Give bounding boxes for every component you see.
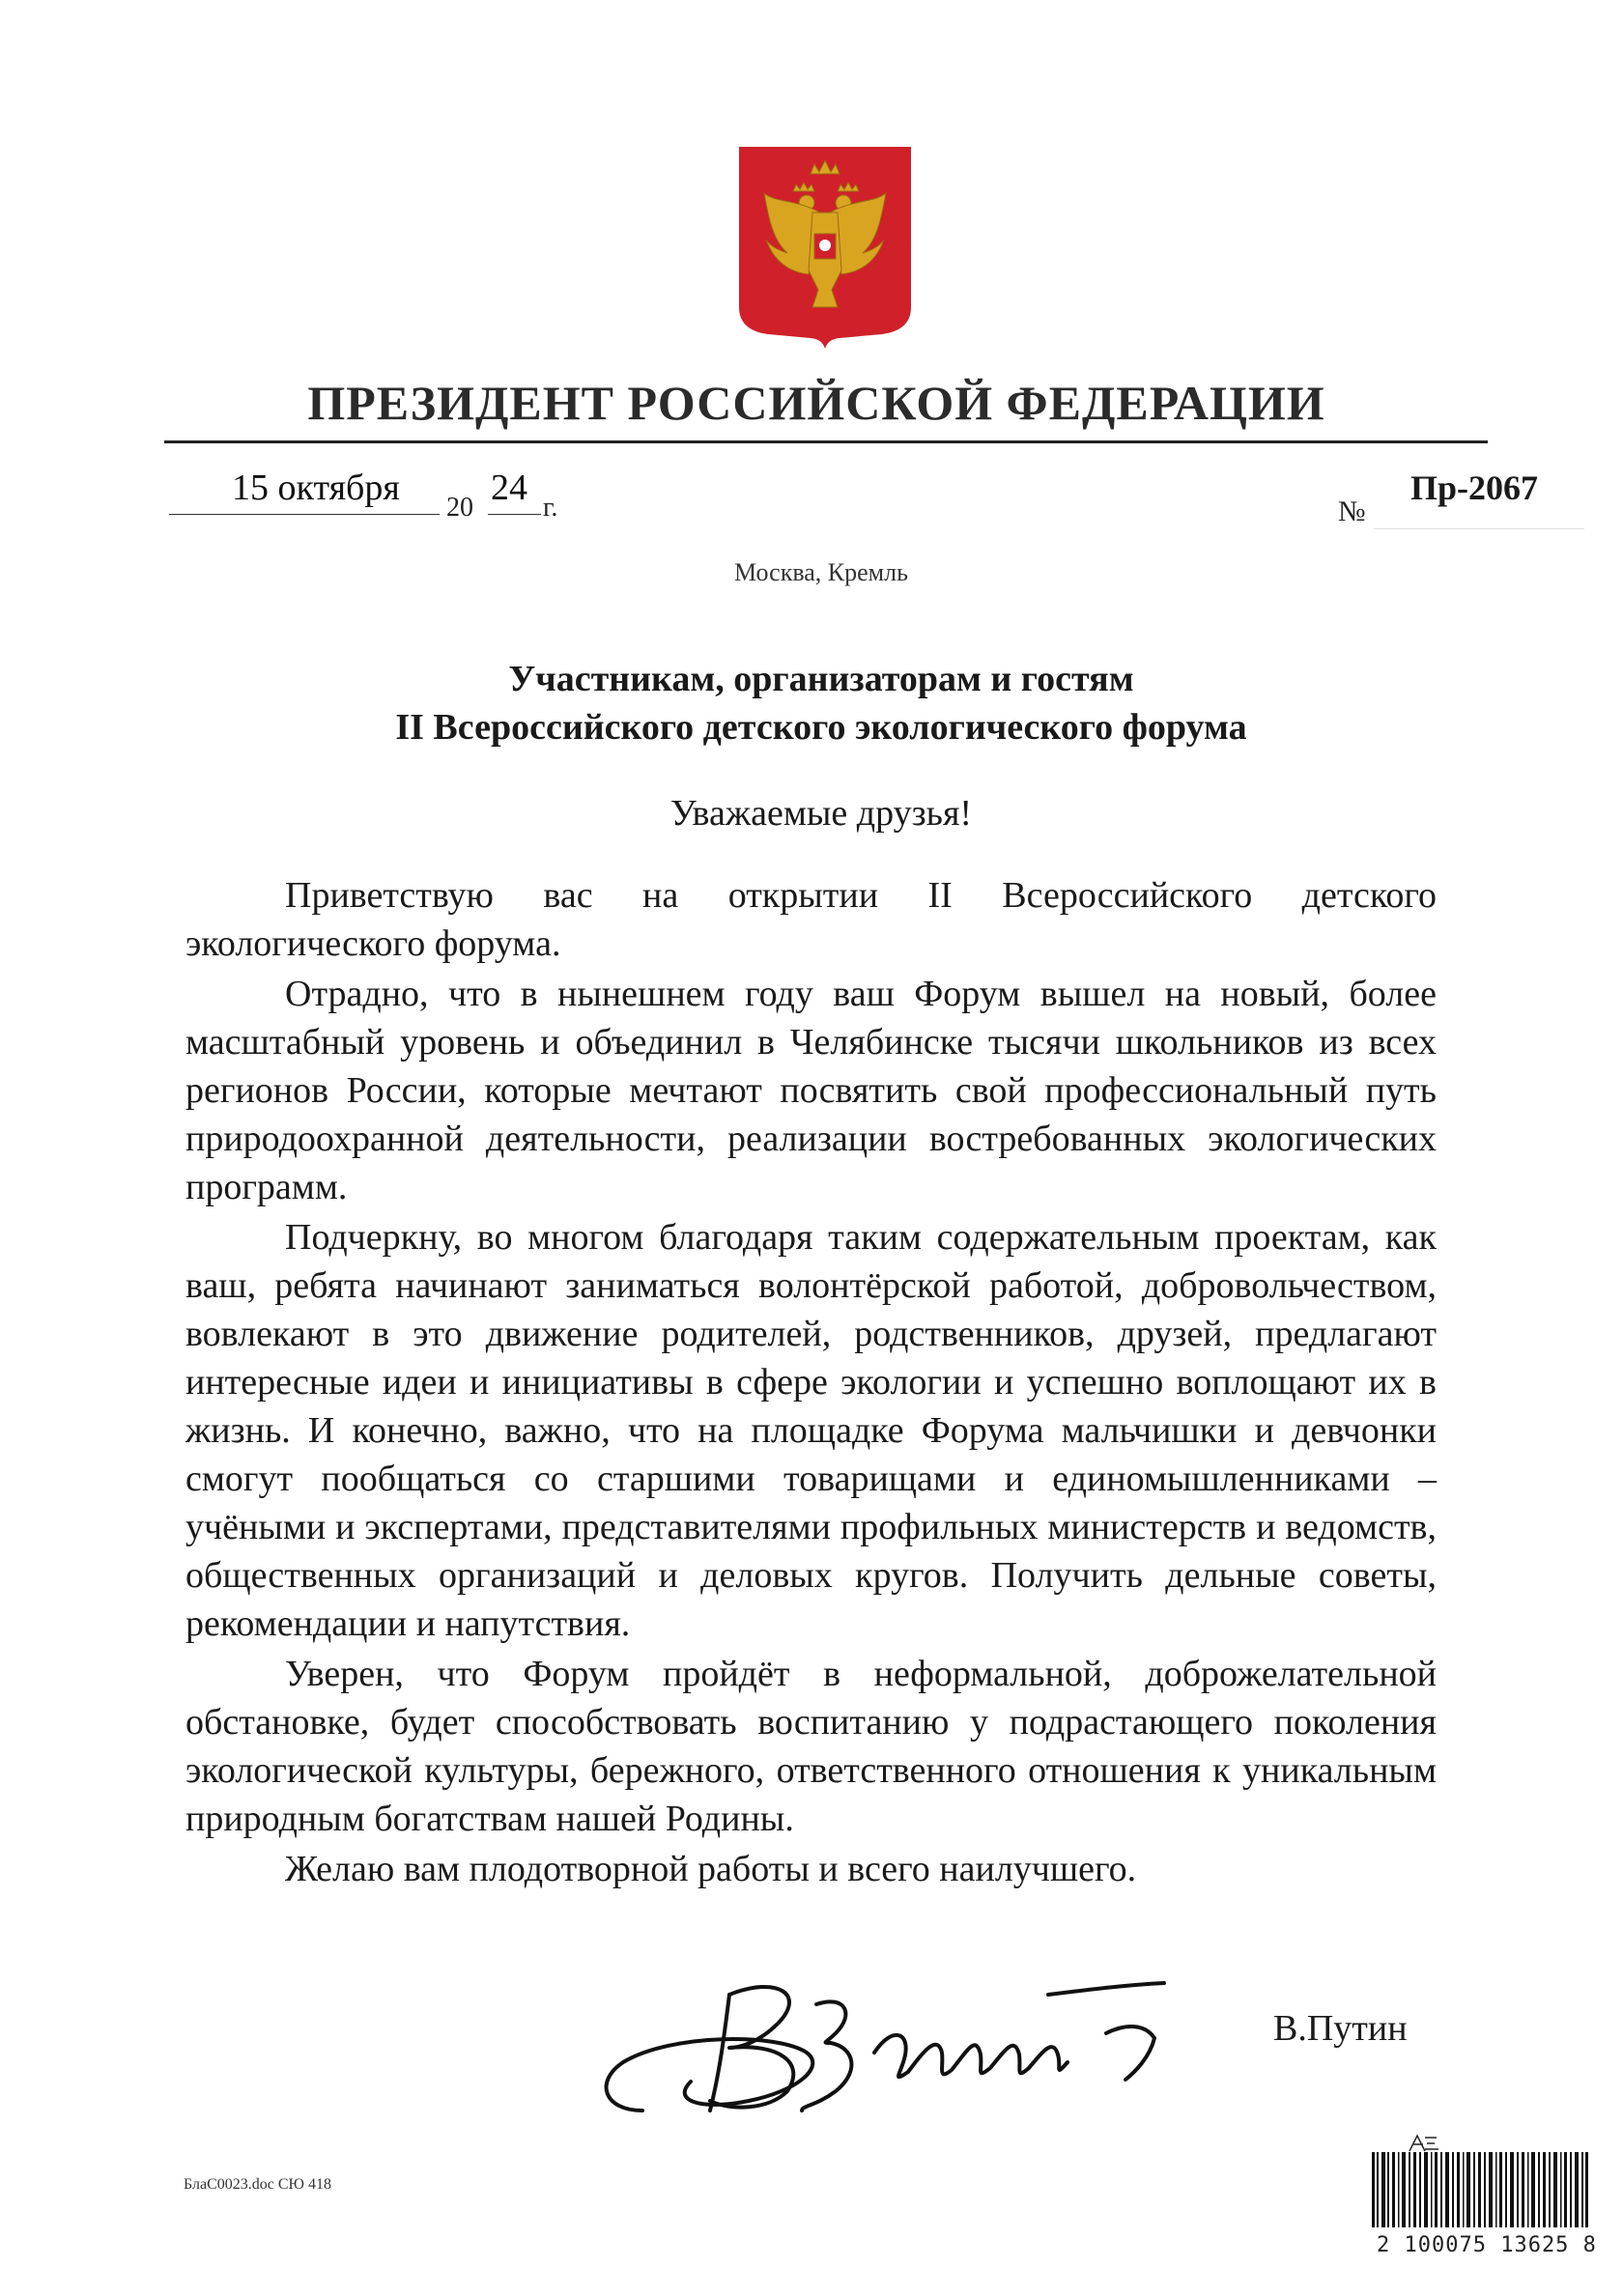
document-code: БлаС0023.doc СЮ 418 — [184, 2176, 331, 2193]
year-underline — [488, 514, 541, 515]
date-year: 24 — [491, 468, 527, 508]
addressee-line: Участникам, организаторам и гостям — [508, 659, 1134, 699]
addressee — [184, 655, 1459, 751]
paragraph: Приветствую вас на открытии II Всероссийского детского экологического форума. — [185, 875, 1437, 964]
heading-divider — [164, 440, 1488, 443]
number-sign: № — [1338, 496, 1366, 527]
letter-body — [185, 871, 1437, 1895]
paragraph: Желаю вам плодотворной работы и всего наилучшего. — [285, 1849, 1137, 1889]
date-underline — [169, 514, 440, 515]
salutation: Уважаемые друзья! — [669, 793, 973, 834]
number-underline — [1374, 528, 1584, 529]
date-century: 20 — [446, 493, 473, 523]
coat-of-arms-russia-icon — [737, 145, 913, 350]
date-suffix: г. — [543, 493, 558, 523]
document-number: Пр-2067 — [1410, 468, 1539, 507]
barcode-icon — [1372, 2152, 1589, 2227]
paragraph: Отрадно, что в нынешнем году ваш Форум вышел на новый, более масштабный уровень и объединил в Челябинске тысячи школьников из всех регионов России, которые мечтают посвятить свой профессиональный путь природоохранной деятельности, реализации востребованных экологических программ. — [185, 974, 1437, 1207]
page-title: ПРЕЗИДЕНТ РОССИЙСКОЙ ФЕДЕРАЦИИ — [307, 376, 1325, 430]
place-of-issue: Москва, Кремль — [734, 558, 908, 586]
addressee-line: II Всероссийского детского экологического форума — [395, 707, 1247, 748]
barcode-number: 2 100075 13625 8 — [1377, 2233, 1597, 2257]
handwritten-signature — [584, 1966, 1193, 2125]
paragraph: Подчеркну, во многом благодаря таким содержательным проектам, как ваш, ребята начинают заниматься волонтёрской работой, добровольчеством, вовлекают в это движение родителей, родственников, друзей, предлагают интересные идеи и инициативы в сфере экологии и успешно воплощают их в жизнь. И конечно, важно, что на площадке Форума мальчишки и девчонки смогут пообщаться со старшими товарищами и единомышленниками – учёными и экспертами, представителями профильных министерств и ведомств, общественных организаций и деловых кругов. Получить дельные советы, рекомендации и напутствия. — [185, 1217, 1437, 1644]
signer-name: В.Путин — [1273, 2008, 1408, 2049]
date-day-month: 15 октября — [232, 468, 400, 508]
paragraph: Уверен, что Форум пройдёт в неформальной, доброжелательной обстановке, будет способствовать воспитанию у подрастающего поколения экологической культуры, бережного, ответственного отношения к уникальным природным богатствам нашей Родины. — [185, 1654, 1437, 1839]
